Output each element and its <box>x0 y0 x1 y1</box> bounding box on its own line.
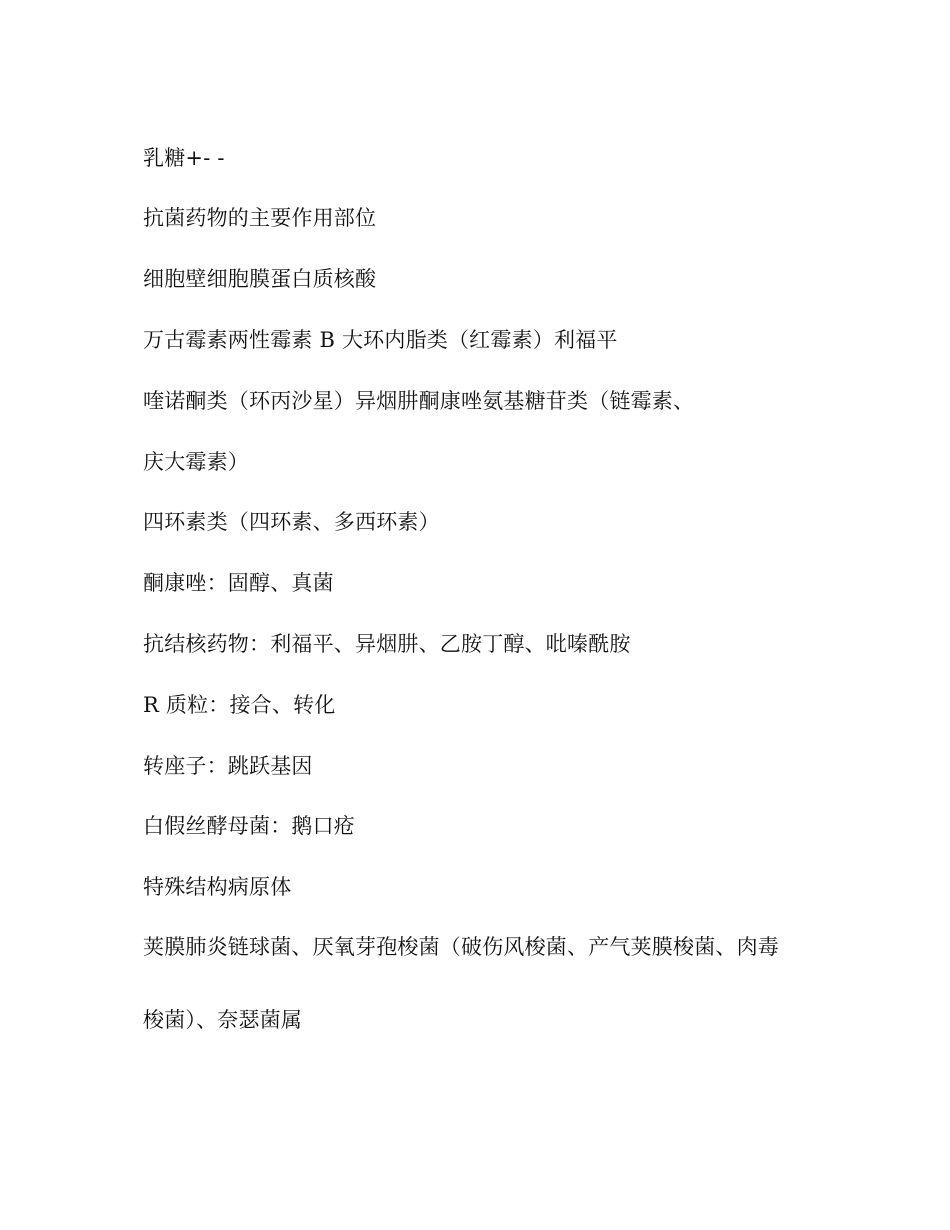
text-line-r-plasmid: R 质粒：接合、转化 <box>143 693 336 717</box>
text-line-target-sites: 细胞壁细胞膜蛋白质核酸 <box>143 267 377 291</box>
text-line-drugs-1: 万古霉素两性霉素 B 大环内脂类（红霉素）利福平 <box>143 328 618 352</box>
text-line-ketoconazole: 酮康唑：固醇、真菌 <box>143 571 334 595</box>
text-line-heading-antibacterial-sites: 抗菌药物的主要作用部位 <box>143 206 377 230</box>
text-line-drugs-2-cont: 庆大霉素） <box>143 450 249 474</box>
text-line-capsule-spores-cont: 梭菌）、奈瑟菌属 <box>143 1008 303 1032</box>
text-line-tetracyclines: 四环素类（四环素、多西环素） <box>143 510 440 534</box>
text-line-antituberculosis: 抗结核药物：利福平、异烟肼、乙胺丁醇、吡嗪酰胺 <box>143 632 631 656</box>
text-line-lactose: 乳糖+- - <box>143 146 225 170</box>
text-line-transposon: 转座子：跳跃基因 <box>143 754 313 778</box>
text-line-drugs-2: 喹诺酮类（环丙沙星）异烟肼酮康唑氨基糖苷类（链霉素、 <box>143 389 695 413</box>
text-line-candida: 白假丝酵母菌：鹅口疮 <box>143 814 355 838</box>
text-line-heading-special-structure: 特殊结构病原体 <box>143 875 292 899</box>
text-line-capsule-spores: 荚膜肺炎链球菌、厌氧芽孢梭菌（破伤风梭菌、产气荚膜梭菌、肉毒 <box>143 935 779 959</box>
